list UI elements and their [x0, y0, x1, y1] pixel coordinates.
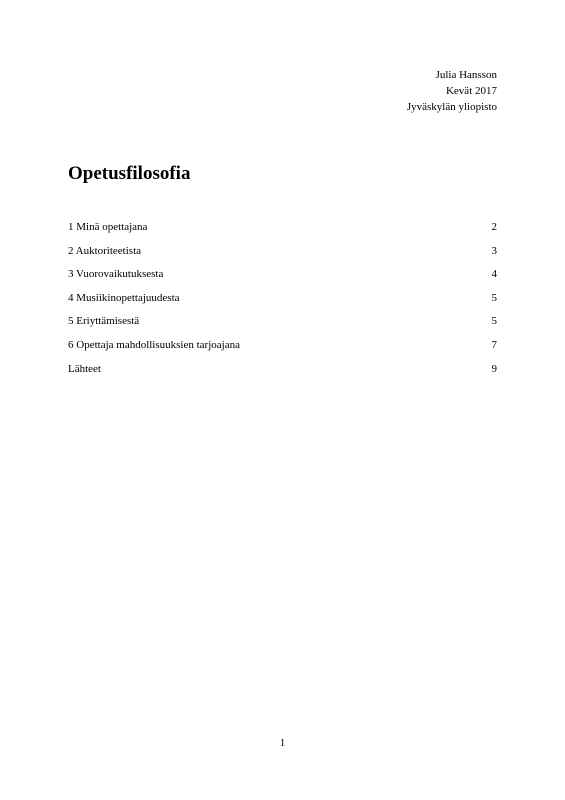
toc-entry — [68, 290, 497, 314]
toc-entry-page: 9 — [491, 362, 497, 375]
toc-entry-page: 5 — [491, 291, 497, 304]
toc-entry-label: 4 Musiikinopettajuudesta — [68, 291, 180, 304]
term: Kevät 2017 — [445, 85, 497, 97]
author-name: Julia Hansson — [435, 69, 497, 81]
toc-entry-label: 2 Auktoriteetista — [68, 244, 142, 257]
toc-entry-page: 5 — [491, 315, 497, 328]
toc-entry-label: 5 Eriyttämisestä — [68, 315, 140, 328]
table-of-contents — [68, 219, 497, 384]
toc-entry-page: 2 — [491, 221, 497, 233]
toc-entry-page: 3 — [491, 244, 497, 257]
toc-entry — [68, 361, 497, 385]
toc-entry-label: 6 Opettaja mahdollisuuksien tarjoajana — [68, 338, 240, 351]
toc-entry-label: 1 Minä opettajana — [68, 221, 148, 233]
toc-entry — [68, 337, 497, 361]
toc-entry — [68, 266, 497, 290]
toc-entry-label: 3 Vuorovaikutuksesta — [68, 268, 164, 281]
author-info — [407, 67, 497, 115]
toc-entry-page: 7 — [491, 338, 497, 351]
toc-entry — [68, 219, 497, 243]
toc-entry-label: Lähteet — [68, 362, 101, 375]
institution: Jyväskylän yliopisto — [406, 101, 497, 113]
page-number: 1 — [279, 737, 286, 749]
toc-entry — [68, 243, 497, 267]
toc-entry-page: 4 — [491, 268, 497, 281]
page-title: Opetusfilosofia — [68, 163, 191, 184]
toc-entry — [68, 313, 497, 337]
